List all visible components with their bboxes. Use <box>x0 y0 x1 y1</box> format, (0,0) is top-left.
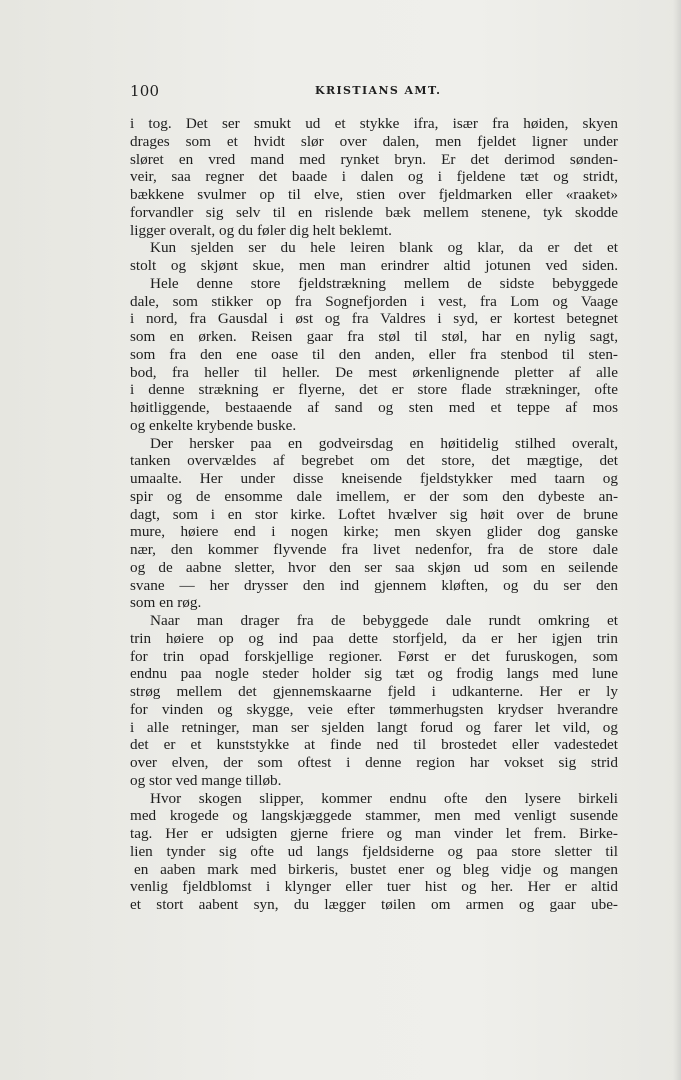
text-line: som fra den ene oase til den anden, eller fra stenbod til sten- <box>130 345 618 363</box>
page-number: 100 <box>130 82 160 100</box>
text-line: over elven, der som oftest i denne region har vokset sig strid <box>130 754 618 771</box>
text-line: og enkelte krybende buske. <box>130 416 297 434</box>
text-line: høitliggende, bestaaende af sand og sten med et teppe af mos <box>130 399 618 416</box>
text-line: trin høiere op og ind paa dette storfjeld, da er her igjen trin <box>130 629 618 647</box>
text-line: veir, saa regner det baade i dalen og i fjeldene tæt og stridt, <box>130 168 618 186</box>
running-head: KRISTIANS AMT. <box>315 84 442 97</box>
text-line: Hele denne store fjeldstrækning mellem de sidste bebyggede <box>150 274 618 292</box>
text-line: stolt og skjønt skue, men man erindrer altid jotunen ved siden. <box>130 257 618 274</box>
text-line: som en røg. <box>130 594 202 612</box>
text-line: en aaben mark med birkeris, bustet ener og bleg vidje og mangen <box>134 860 618 878</box>
text-line: bækkene svulmer op til elve, stien over fjeldmarken eller «raaket» <box>130 186 618 203</box>
text-line: bod, fra heller til heller. De mest ørkenlignende pletter af alle <box>130 363 618 381</box>
page-header <box>130 82 618 100</box>
text-line: nær, den kommer flyvende fra livet nedenfor, fra de store dale <box>130 541 618 558</box>
text-line: spir og de ensomme dale imellem, er der som den dybeste an- <box>130 487 618 505</box>
text-line: mure, høiere end i nogen kirke; men skyen glider dog ganske <box>130 523 618 541</box>
text-line: drages som et hvidt slør over dalen, men fjeldet ligner under <box>130 132 618 150</box>
text-line: dale, som stikker op fra Sognefjorden i vest, fra Lom og Vaage <box>130 292 618 310</box>
text-line: svane — her drysser den ind gjennem kløften, og du ser den <box>130 576 618 594</box>
text-line: venlig fjeldblomst i klynger eller tuer hist og her. Her er altid <box>130 878 618 896</box>
text-line: strøg mellem det gjennemskaarne fjeld i udkanterne. Her er ly <box>130 683 618 700</box>
text-line: lien tynder sig ofte ud langs fjeldsiderne og paa store sletter til <box>130 842 618 860</box>
text-line: sløret en vred mand med rynket bryn. Er det derimod sønden- <box>130 150 618 168</box>
text-line: Hvor skogen slipper, kommer endnu ofte den lysere birkeli <box>150 789 618 807</box>
text-line: endnu paa nogle steder holder sig tæt og frodig langs med lune <box>130 665 618 683</box>
text-line: et stort aabent syn, du lægger tøilen om armen og gaar ube- <box>130 896 618 913</box>
text-line: i nord, fra Gausdal i øst og fra Valdres i syd, er kortest betegnet <box>130 310 618 328</box>
text-line: Naar man drager fra de bebyggede dale rundt omkring et <box>150 612 618 629</box>
text-line: Kun sjelden ser du hele leiren blank og klar, da er det et <box>150 239 618 257</box>
page-edge-shadow <box>673 0 681 1080</box>
body-text <box>130 115 618 914</box>
text-line: umaalte. Her under disse kneisende fjeldstykker med taarn og <box>130 470 618 487</box>
text-line: i alle retninger, man ser sjelden langt forud og farer let vild, og <box>130 718 618 736</box>
text-line: med krogede og langskjæggede stammer, men med venligt susende <box>130 807 618 825</box>
text-line: som en ørken. Reisen gaar fra støl til støl, har en nylig sagt, <box>130 328 618 345</box>
text-line: og de aabne sletter, hvor den ser saa skjøn ud som en seilende <box>130 558 618 576</box>
text-line: dagt, som i en stor kirke. Loftet hvælver sig høit over de brune <box>130 505 618 523</box>
text-line: og stor ved mange tilløb. <box>130 771 282 789</box>
text-line: tanken overvældes af begrebet om det store, det mægtige, det <box>130 452 618 470</box>
text-line: for vinden og skygge, veie efter tømmerhugsten krydser hverandre <box>130 700 618 718</box>
text-line: Der hersker paa en godveirsdag en høitidelig stilhed overalt, <box>150 434 618 452</box>
text-line: for trin opad forskjellige regioner. Først er det furuskogen, som <box>130 647 618 665</box>
text-line: i denne strækning er flyerne, det er store flade strækninger, ofte <box>130 381 618 399</box>
text-line: forvandler sig selv til en rislende bæk mellem stenene, tyk skodde <box>130 203 618 221</box>
text-line: ligger overalt, og du føler dig helt beklemt. <box>130 221 392 239</box>
text-line: tag. Her er udsigten gjerne friere og man vinder let frem. Birke- <box>130 825 618 842</box>
text-line: i tog. Det ser smukt ud et stykke ifra, især fra høiden, skyen <box>130 115 618 132</box>
text-line: det er et kunststykke at finde ned til brostedet eller vadestedet <box>130 736 618 754</box>
